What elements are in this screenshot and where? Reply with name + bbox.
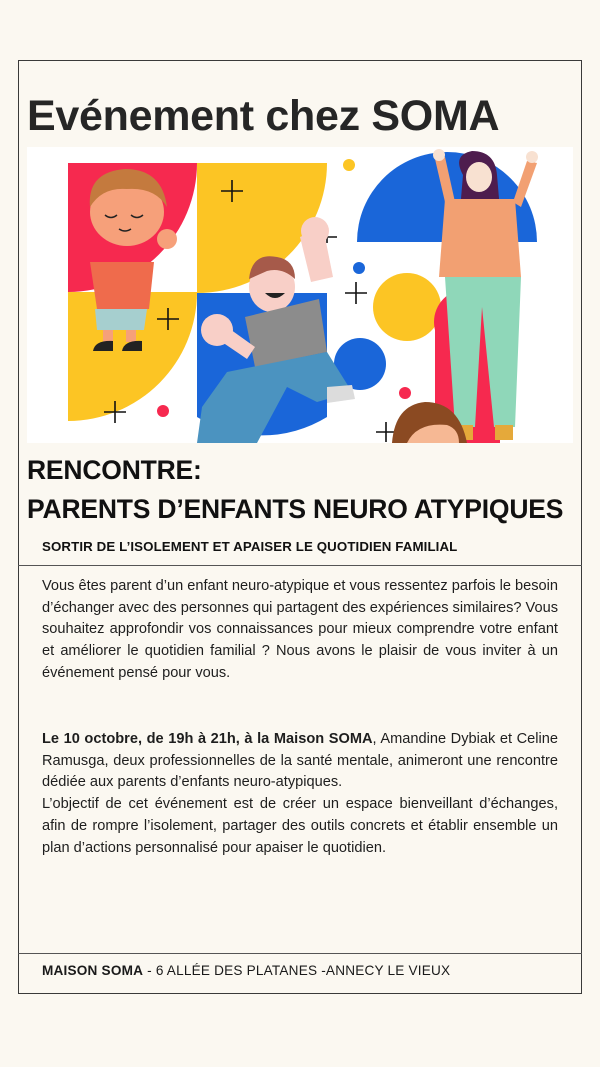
poster-title: Evénement chez SOMA xyxy=(27,92,500,140)
footer-address-text: - 6 ALLÉE DES PLATANES -ANNECY LE VIEUX xyxy=(143,963,451,978)
footer-address xyxy=(42,963,450,978)
event-illustration xyxy=(27,147,573,443)
details-block xyxy=(42,729,558,859)
heading-audience: PARENTS D’ENFANTS NEURO ATYPIQUES xyxy=(27,494,564,524)
event-date-location: Le 10 octobre, de 19h à 21h, à la Maison SOMA xyxy=(42,731,373,747)
event-hosts-text: , Amandine Dybiak et Celine Ramusga, deux professionnelles de la santé mentale, animeront une rencontre dédiée aux parents d’enfants neuro-atypiques. xyxy=(42,731,558,791)
objective-paragraph: L’objectif de cet événement est de créer un espace bienveillant d’échanges, afin de rompre l’isolement, partager des outils concrets et établir ensemble un plan d’actions personnalisé pour apaiser le quotidien. xyxy=(42,796,558,856)
section-divider-top xyxy=(18,565,582,566)
section-divider-footer xyxy=(18,953,582,954)
heading-rencontre: RENCONTRE: xyxy=(27,455,202,485)
intro-paragraph: Vous êtes parent d’un enfant neuro-atypique et vous ressentez parfois le besoin d’échanger avec des personnes qui partagent des expériences similaires? Vous souhaitez approfondir vos connaissances pour mieux comprendre votre enfant et améliorer le quotidien familial ? Nous avons le plaisir de vous inviter à un événement pensé pour vous. xyxy=(42,578,558,681)
footer-venue-name: MAISON SOMA xyxy=(42,963,144,978)
event-details-paragraph xyxy=(42,729,558,794)
subheading: SORTIR DE L’ISOLEMENT ET APAISER LE QUOTIDIEN FAMILIAL xyxy=(42,539,458,554)
